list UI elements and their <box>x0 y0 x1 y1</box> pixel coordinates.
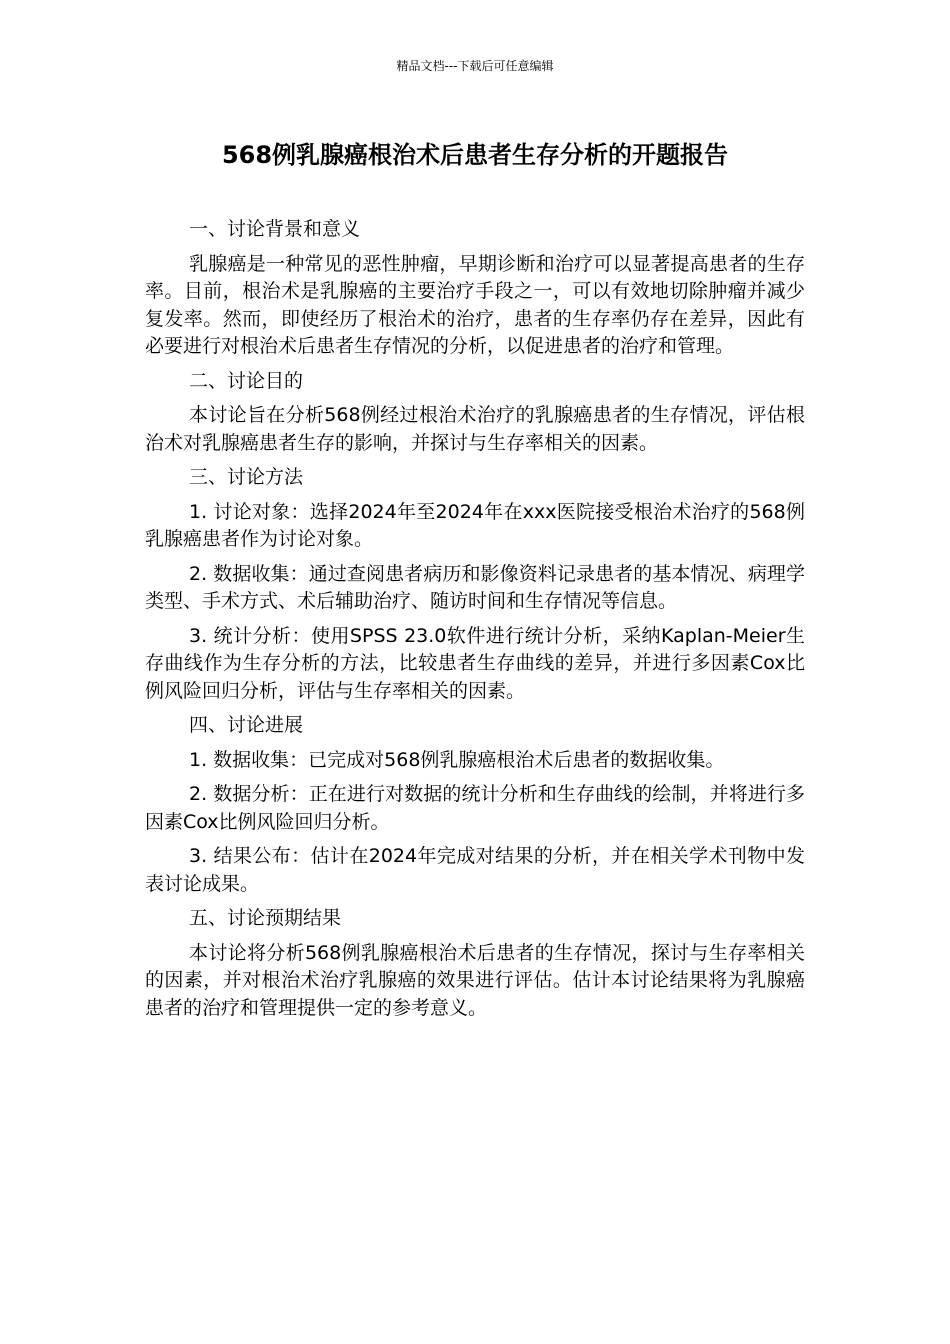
section-heading-methods: 三、讨论方法 <box>189 466 304 488</box>
section-heading-expected-results: 五、讨论预期结果 <box>189 907 342 929</box>
paragraph-background: 乳腺癌是一种常见的恶性肿瘤，早期诊断和治疗可以显著提高患者的生存率。目前，根治术是乳腺癌的主要治疗手段之一，可以有效地切除肿瘤并减少复发率。然而，即使经历了根治术的治疗，患者的生存率仍存在差异，因此有必要进行对根治术后患者生存情况的分析，以促进患者的治疗和管理。 <box>145 252 805 357</box>
section-heading-progress: 四、讨论进展 <box>189 714 304 736</box>
paragraph-methods-data-collection: 2. 数据收集：通过查阅患者病历和影像资料记录患者的基本情况、病理学类型、手术方式、术后辅助治疗、随访时间和生存情况等信息。 <box>145 562 805 612</box>
paragraph-progress-publication: 3. 结果公布：估计在2024年完成对结果的分析，并在相关学术刊物中发表讨论成果。 <box>145 845 805 895</box>
paragraph-progress-data-analysis: 2. 数据分析：正在进行对数据的统计分析和生存曲线的绘制，并将进行多因素Cox比例风险回归分析。 <box>145 783 805 833</box>
paragraph-progress-data-collection: 1. 数据收集：已完成对568例乳腺癌根治术后患者的数据收集。 <box>189 748 725 771</box>
document-title: 568例乳腺癌根治术后患者生存分析的开题报告 <box>221 141 729 169</box>
document-body <box>145 216 805 1029</box>
paragraph-methods-subjects: 1. 讨论对象：选择2024年至2024年在xxx医院接受根治术治疗的568例乳腺癌患者作为讨论对象。 <box>145 500 805 550</box>
paragraph-expected-results: 本讨论将分析568例乳腺癌根治术后患者的生存情况，探讨与生存率相关的因素，并对根治术治疗乳腺癌的效果进行评估。估计本讨论结果将为乳腺癌患者的治疗和管理提供一定的参考意义。 <box>145 941 805 1019</box>
paragraph-purpose: 本讨论旨在分析568例经过根治术治疗的乳腺癌患者的生存情况，评估根治术对乳腺癌患者生存的影响，并探讨与生存率相关的因素。 <box>145 404 805 454</box>
section-heading-background: 一、讨论背景和意义 <box>189 218 361 240</box>
paragraph-methods-statistics: 3. 统计分析：使用SPSS 23.0软件进行统计分析，采纳Kaplan-Meier生存曲线作为生存分析的方法，比较患者生存曲线的差异，并进行多因素Cox比例风险回归分析，评估与生存率相关的因素。 <box>145 624 805 702</box>
section-heading-purpose: 二、讨论目的 <box>189 369 304 392</box>
page-header: 精品文档---下载后可任意编辑 <box>396 59 554 73</box>
